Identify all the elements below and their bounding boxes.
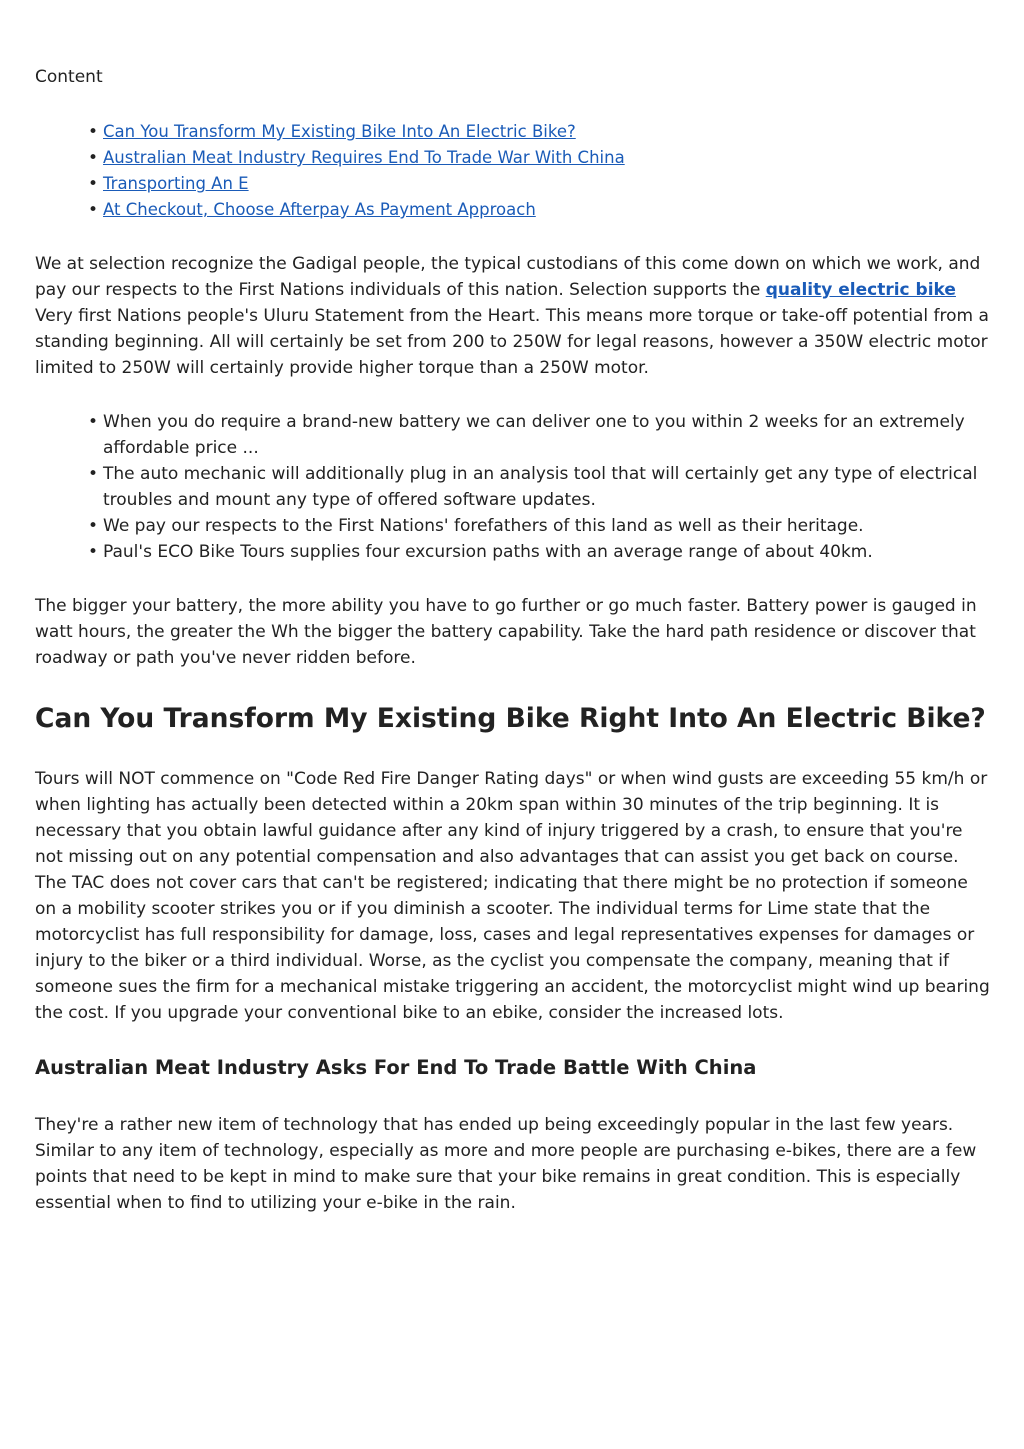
toc-title: Content [35,67,103,87]
toc-link-transform-bike[interactable]: Can You Transform My Existing Bike Into An Electric Bike? [103,122,576,141]
intro-text-after: Very first Nations people's Uluru Statement from the Heart. This means more torque or take-off potential from a standing beginning. All will certainly be set from 200 to 250W for legal reasons, however a 350W electric motor limited to 250W will certainly provide higher torque than a 250W motor. [35,306,989,378]
toc-item [35,119,988,145]
toc-item [35,197,988,223]
toc-link-afterpay[interactable]: At Checkout, Choose Afterpay As Payment Approach [103,200,536,219]
feature-bullet-list [35,409,990,565]
section1-heading-block [35,701,990,737]
section2-paragraph: They're a rather new item of technology that has ended up being exceedingly popular in the last few years. Similar to any item of technology, especially as more and more people are purchasing e-bikes, there are a few points that need to be kept in mind to make sure that your bike remains in great condition. This is especially essential when to find to utilizing your e-bike in the rain. [35,1115,977,1213]
toc-item [35,171,988,197]
toc-link-meat-industry[interactable]: Australian Meat Industry Requires End To Trade War With China [103,148,625,167]
list-item: • Paul's ECO Bike Tours supplies four excursion paths with an average range of about 40km. [35,539,990,565]
intro-paragraph [35,251,990,381]
section1-paragraph-block [35,766,990,1026]
list-item: • When you do require a brand-new battery we can deliver one to you within 2 weeks for an extremely affordable price ... [35,409,990,461]
section2-heading-block [35,1054,990,1082]
quality-electric-bike-link[interactable]: quality electric bike [765,280,956,300]
list-item: • The auto mechanic will additionally plug in an analysis tool that will certainly get any type of electrical troubles and mount any type of offered software updates. [35,461,990,513]
battery-paragraph: The bigger your battery, the more ability you have to go further or go much faster. Battery power is gauged in watt hours, the greater the Wh the bigger the battery capability. Take the hard path residence or discover that roadway or path you've never ridden before. [35,596,977,668]
list-item: • We pay our respects to the First Nations' forefathers of this land as well as their heritage. [35,513,990,539]
section1-paragraph: Tours will NOT commence on "Code Red Fire Danger Rating days" or when wind gusts are exceeding 55 km/h or when lighting has actually been detected within a 20km span within 30 minutes of the trip beginning. It is necessary that you obtain lawful guidance after any kind of injury triggered by a crash, to ensure that you're not missing out on any potential compensation and also advantages that can assist you get back on course. The TAC does not cover cars that can't be registered; indicating that there might be no protection if someone on a mobility scooter strikes you or if you diminish a scooter. The individual terms for Lime state that the motorcyclist has full responsibility for damage, loss, cases and legal representatives expenses for damages or injury to the biker or a third individual. Worse, as the cyclist you compensate the company, meaning that if someone sues the firm for a mechanical mistake triggering an accident, the motorcyclist might wind up bearing the cost. If you upgrade your conventional bike to an ebike, consider the increased lots. [35,769,990,1023]
section1-heading: Can You Transform My Existing Bike Right Into An Electric Bike? [35,703,986,734]
toc-item [35,145,988,171]
section2-heading: Australian Meat Industry Asks For End To Trade Battle With China [35,1056,757,1079]
toc-link-transporting[interactable]: Transporting An E [103,174,249,193]
table-of-contents [35,119,988,223]
intro-text-before: We at selection recognize the Gadigal people, the typical custodians of this come down on which we work, and pay our respects to the First Nations individuals of this nation. Selection supports the [35,254,981,300]
section2-paragraph-block [35,1112,990,1216]
battery-paragraph-block [35,593,990,671]
intro-paragraph-block [35,251,990,381]
